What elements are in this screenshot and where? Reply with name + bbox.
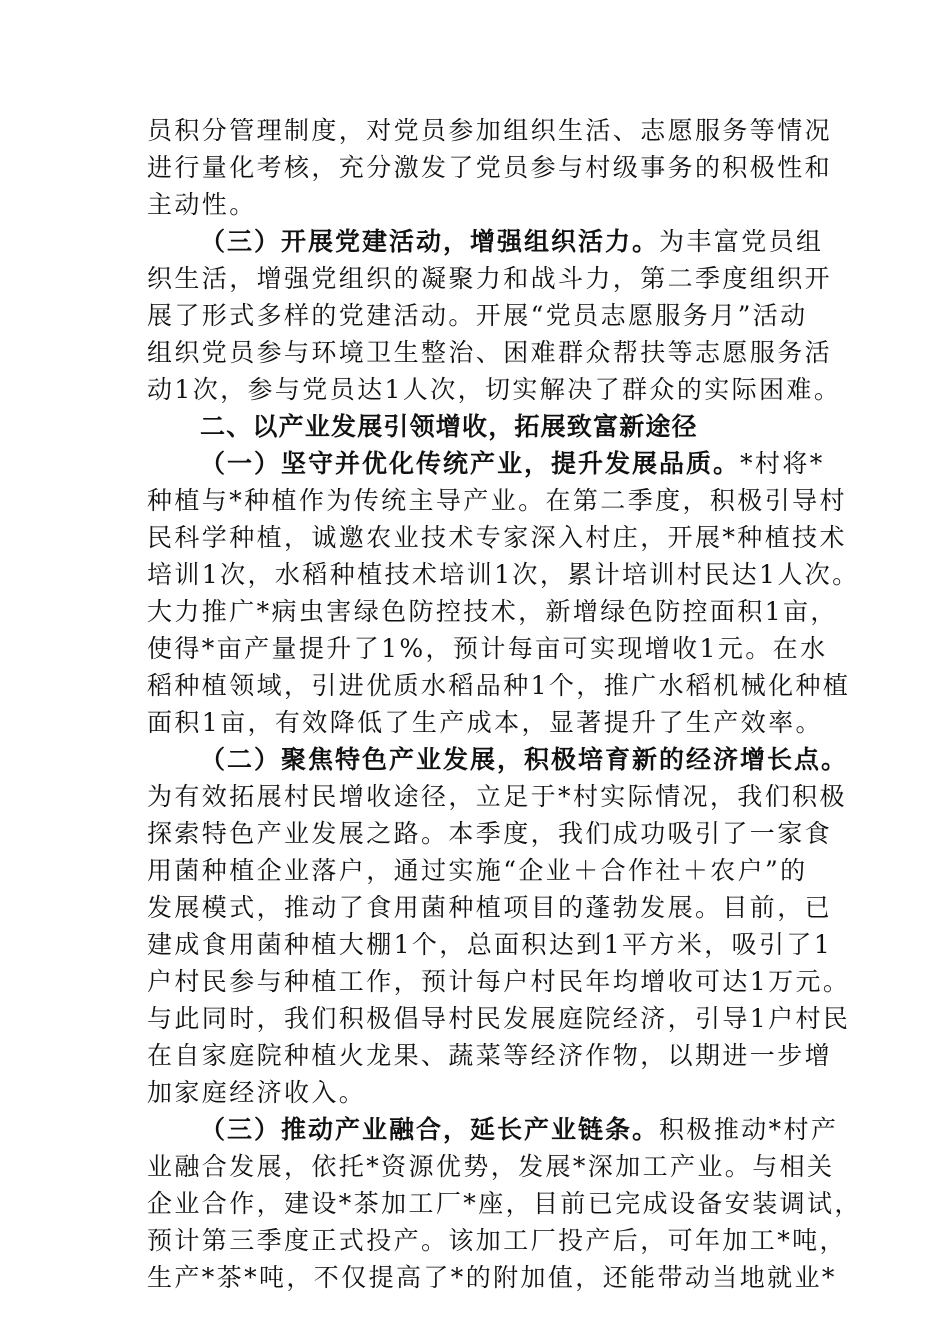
paragraph-line: 建成食用菌种植大棚1个，总面积达到1平方米，吸引了1 <box>147 930 833 959</box>
paragraph-line: 种植与*种植作为传统主导产业。在第二季度，积极引导村 <box>147 486 847 515</box>
paragraph-line: 稻种植领域，引进优质水稻品种1个，推广水稻机械化种植 <box>147 671 851 700</box>
paragraph-line <box>200 745 848 775</box>
paragraph-line: 组织党员参与环境卫生整治、困难群众帮扶等志愿服务活 <box>147 338 833 367</box>
paragraph-line: 织生活，增强党组织的凝聚力和战斗力，第二季度组织开 <box>147 264 833 293</box>
paragraph-line: 在自家庭院种植火龙果、蔬菜等经济作物，以期进一步增 <box>147 1041 833 1070</box>
paragraph-line: 培训1次，水稻种植技术培训1次，累计培训村民达1人次。 <box>147 560 860 589</box>
paragraph-line: 员积分管理制度，对党员参加组织生活、志愿服务等情况 <box>147 116 833 145</box>
paragraph-line: 预计第三季度正式投产。该加工厂投产后，可年加工*吨， <box>147 1226 847 1255</box>
subheading-inline: （一）坚守并优化传统产业，提升发展品质。 <box>200 449 741 478</box>
paragraph-line: 展了形式多样的党建活动。开展“党员志愿服务月”活动 <box>147 301 808 330</box>
paragraph-line: 户村民参与种植工作，预计每户村民年均增收可达1万元。 <box>147 967 851 996</box>
subheading-inline: （三）推动产业融合，延长产业链条。 <box>200 1115 660 1144</box>
paragraph-line: 企业合作，建设*茶加工厂*座，目前已完成设备安装调试， <box>147 1189 862 1218</box>
paragraph-line: 生产*茶*吨，不仅提高了*的附加值，还能带动当地就业* <box>147 1263 837 1292</box>
paragraph-line: 动1次，参与党员达1人次，切实解决了群众的实际困难。 <box>147 375 842 404</box>
paragraph-line: 与此同时，我们积极倡导村民发展庭院经济，引导1户村民 <box>147 1004 851 1033</box>
paragraph-line: （一）坚守并优化传统产业，提升发展品质。*村将* <box>200 449 825 478</box>
paragraph-line: 发展模式，推动了食用菌种植项目的蓬勃发展。目前，已 <box>147 893 833 922</box>
paragraph-line: 大力推广*病虫害绿色防控技术，新增绿色防控面积1亩， <box>147 597 838 626</box>
paragraph-line: 用菌种植企业落户，通过实施“企业＋合作社＋农户”的 <box>147 856 808 885</box>
paragraph-line: 主动性。 <box>147 190 257 219</box>
paragraph-line: 民科学种植，诚邀农业技术专家深入村庄，开展*种植技术 <box>147 523 847 552</box>
subheading-inline: （三）开展党建活动，增强组织活力。 <box>200 227 660 256</box>
paragraph-line: （三）开展党建活动，增强组织活力。为丰富党员组 <box>200 227 824 256</box>
section-heading: 二、以产业发展引领增收，拓展致富新途径 <box>200 412 698 441</box>
paragraph-line: 面积1亩，有效降低了生产成本，显著提升了生产效率。 <box>147 708 823 737</box>
paragraph-line: 加家庭经济收入。 <box>147 1078 367 1107</box>
paragraph-line: 进行量化考核，充分激发了党员参与村级事务的积极性和 <box>147 153 833 182</box>
paragraph-line: （三）推动产业融合，延长产业链条。积极推动*村产 <box>200 1115 839 1144</box>
subheading-inline: （二）聚焦特色产业发展，积极培育新的经济增长点。 <box>200 745 849 774</box>
paragraph-line: 为有效拓展村民增收途径，立足于*村实际情况，我们积极 <box>147 782 847 811</box>
paragraph-line: 业融合发展，依托*资源优势，发展*深加工产业。与相关 <box>147 1152 835 1181</box>
paragraph-line: 探索特色产业发展之路。本季度，我们成功吸引了一家食 <box>147 819 833 848</box>
paragraph-line: 使得*亩产量提升了1%，预计每亩可实现增收1元。在水 <box>147 634 828 663</box>
